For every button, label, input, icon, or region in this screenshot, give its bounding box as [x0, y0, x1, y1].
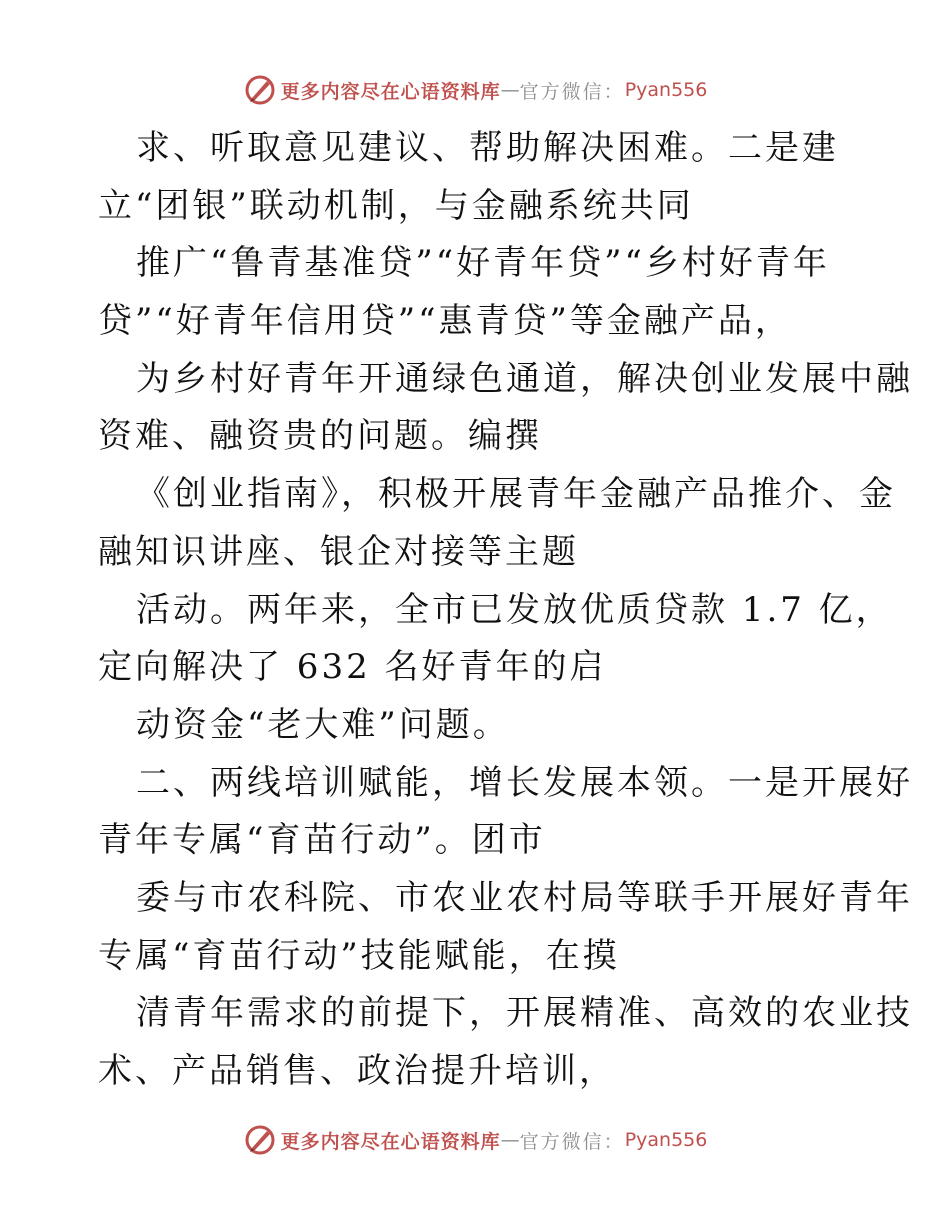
quill-pen-logo-icon	[243, 1123, 277, 1157]
banner-dash: —	[500, 79, 520, 101]
text-line: 动资金“老大难”问题。	[136, 704, 510, 745]
banner-wechat-id: Pyan556	[624, 79, 708, 101]
text-line: 为乡村好青年开通绿色通道，解决创业发展中融	[136, 358, 913, 399]
text-line: 活动。两年来，全市已发放优质贷款 1.7 亿，	[136, 589, 893, 630]
text-line: 青年专属“育苗行动”。团市	[98, 820, 546, 861]
text-line: 二、两线培训赋能，增长发展本领。一是开展好	[136, 762, 913, 803]
quill-pen-logo-icon	[243, 73, 277, 107]
banner-dash: —	[500, 1129, 520, 1151]
banner-title: 更多内容尽在心语资料库	[280, 1130, 501, 1153]
text-line: 贷”“好青年信用贷”“惠青贷”等金融产品，	[98, 301, 792, 342]
text-line: 《创业指南》，积极开展青年金融产品推介、金	[136, 474, 896, 515]
text-line: 定向解决了 632 名好青年的启	[98, 647, 607, 688]
text-line: 专属“育苗行动”技能赋能，在摸	[98, 935, 620, 976]
header-banner	[0, 70, 950, 110]
text-line: 求、听取意见建议、帮助解决困难。二是建	[136, 128, 839, 168]
banner-title: 更多内容尽在心语资料库	[280, 80, 501, 103]
text-line: 推广“鲁青基准贷”“好青年贷”“乡村好青年	[136, 243, 830, 284]
text-line: 委与市农科院、市农业农村局等联手开展好青年	[136, 877, 913, 918]
document-body	[98, 120, 913, 1101]
text-line: 融知识讲座、银企对接等主题	[98, 531, 579, 572]
text-line: 术、产品销售、政治提升培训，	[98, 1051, 616, 1091]
text-line: 资难、融资贵的问题。编撰	[98, 416, 542, 457]
footer-banner	[0, 1120, 950, 1160]
banner-wechat-label: 官方微信：	[519, 80, 625, 103]
banner-wechat-id: Pyan556	[624, 1129, 708, 1151]
text-line: 立“团银”联动机制，与金融系统共同	[98, 185, 694, 226]
banner-wechat-label: 官方微信：	[519, 1130, 625, 1153]
text-line: 清青年需求的前提下，开展精准、高效的农业技	[136, 993, 913, 1034]
